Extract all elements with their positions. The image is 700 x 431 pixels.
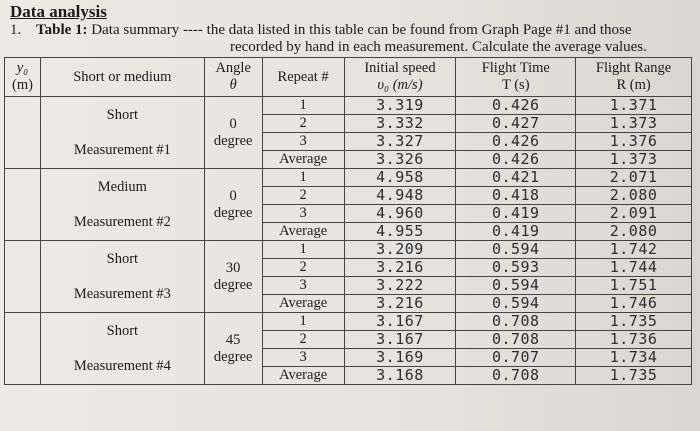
header-y0: y₀ (m) [5, 58, 41, 97]
header-range: Flight Range R (m) [576, 58, 692, 97]
time-cell: 0.427 [456, 115, 576, 133]
repeat-cell: 2 [262, 187, 344, 205]
repeat-cell: Average [262, 223, 344, 241]
range-cell: 1.376 [576, 133, 692, 151]
range-cell: 1.746 [576, 295, 692, 313]
angle-cell [204, 313, 262, 385]
caption-text-line1: Data summary ---- the data listed in this table can be found from Graph Page #1 and those [91, 22, 632, 38]
time-cell: 0.708 [456, 313, 576, 331]
table-row [5, 241, 692, 259]
header-speed: Initial speed υ₀ (m/s) [344, 58, 456, 97]
range-cell: 2.080 [576, 187, 692, 205]
table-row [5, 97, 692, 115]
range-cell: 1.742 [576, 241, 692, 259]
speed-cell: 3.168 [344, 367, 456, 385]
repeat-cell: 3 [262, 205, 344, 223]
angle-value: 30 [225, 259, 241, 276]
group-measurement: Measurement #2 [73, 213, 171, 230]
speed-cell: 3.216 [344, 259, 456, 277]
section-title: Data analysis [10, 2, 107, 21]
range-cell: 1.373 [576, 115, 692, 133]
time-cell: 0.418 [456, 187, 576, 205]
repeat-cell: 2 [262, 331, 344, 349]
angle-unit: degree [213, 276, 253, 293]
table-body [5, 97, 692, 385]
header-repeat: Repeat # [262, 58, 344, 97]
y0-cell [5, 169, 41, 241]
y0-cell [5, 241, 41, 313]
repeat-cell: 2 [262, 115, 344, 133]
table-row [5, 313, 692, 331]
repeat-cell: 1 [262, 241, 344, 259]
angle-cell [204, 241, 262, 313]
table-caption [10, 22, 690, 56]
repeat-cell: 1 [262, 97, 344, 115]
range-cell: 1.734 [576, 349, 692, 367]
time-cell: 0.708 [456, 367, 576, 385]
group-type: Medium [97, 178, 147, 195]
range-cell: 1.735 [576, 313, 692, 331]
angle-unit: degree [213, 204, 253, 221]
range-cell: 2.071 [576, 169, 692, 187]
group-type: Short [106, 250, 139, 267]
repeat-cell: 1 [262, 169, 344, 187]
group-label [40, 97, 204, 169]
range-cell: 1.744 [576, 259, 692, 277]
y0-cell [5, 313, 41, 385]
group-measurement: Measurement #1 [73, 141, 171, 158]
angle-unit: degree [213, 132, 253, 149]
speed-cell: 3.327 [344, 133, 456, 151]
speed-cell: 3.319 [344, 97, 456, 115]
range-cell: 1.735 [576, 367, 692, 385]
time-cell: 0.426 [456, 97, 576, 115]
speed-cell: 4.955 [344, 223, 456, 241]
speed-cell: 3.167 [344, 331, 456, 349]
group-label [40, 169, 204, 241]
time-cell: 0.594 [456, 295, 576, 313]
time-cell: 0.594 [456, 277, 576, 295]
repeat-cell: 3 [262, 349, 344, 367]
speed-cell: 4.948 [344, 187, 456, 205]
caption-number: 1. [10, 22, 22, 38]
y0-cell [5, 97, 41, 169]
range-cell: 2.091 [576, 205, 692, 223]
speed-cell: 4.960 [344, 205, 456, 223]
repeat-cell: Average [262, 367, 344, 385]
group-type: Short [106, 322, 139, 339]
range-cell: 1.736 [576, 331, 692, 349]
time-cell: 0.594 [456, 241, 576, 259]
time-cell: 0.593 [456, 259, 576, 277]
repeat-cell: 2 [262, 259, 344, 277]
data-summary-table [4, 57, 692, 385]
speed-cell: 4.958 [344, 169, 456, 187]
range-cell: 2.080 [576, 223, 692, 241]
caption-text-line2: recorded by hand in each measurement. Calculate the average values. [230, 39, 647, 55]
header-type: Short or medium [40, 58, 204, 97]
speed-cell: 3.167 [344, 313, 456, 331]
repeat-cell: Average [262, 295, 344, 313]
header-time: Flight Time T (s) [456, 58, 576, 97]
time-cell: 0.426 [456, 151, 576, 169]
time-cell: 0.421 [456, 169, 576, 187]
angle-value: 0 [229, 115, 237, 132]
table-row [5, 169, 692, 187]
angle-cell [204, 97, 262, 169]
angle-unit: degree [213, 348, 253, 365]
speed-cell: 3.326 [344, 151, 456, 169]
caption-label: Table 1: [36, 22, 88, 38]
repeat-cell: Average [262, 151, 344, 169]
time-cell: 0.419 [456, 205, 576, 223]
speed-cell: 3.332 [344, 115, 456, 133]
time-cell: 0.707 [456, 349, 576, 367]
speed-cell: 3.169 [344, 349, 456, 367]
group-measurement: Measurement #3 [73, 285, 171, 302]
time-cell: 0.708 [456, 331, 576, 349]
speed-cell: 3.209 [344, 241, 456, 259]
repeat-cell: 1 [262, 313, 344, 331]
time-cell: 0.426 [456, 133, 576, 151]
time-cell: 0.419 [456, 223, 576, 241]
group-measurement: Measurement #4 [73, 357, 171, 374]
repeat-cell: 3 [262, 133, 344, 151]
range-cell: 1.371 [576, 97, 692, 115]
range-cell: 1.373 [576, 151, 692, 169]
angle-value: 45 [225, 331, 241, 348]
speed-cell: 3.222 [344, 277, 456, 295]
speed-cell: 3.216 [344, 295, 456, 313]
range-cell: 1.751 [576, 277, 692, 295]
table-header-row [5, 58, 692, 97]
repeat-cell: 3 [262, 277, 344, 295]
angle-cell [204, 169, 262, 241]
group-label [40, 313, 204, 385]
angle-value: 0 [229, 187, 237, 204]
header-angle: Angle θ [204, 58, 262, 97]
group-label [40, 241, 204, 313]
group-type: Short [106, 106, 139, 123]
